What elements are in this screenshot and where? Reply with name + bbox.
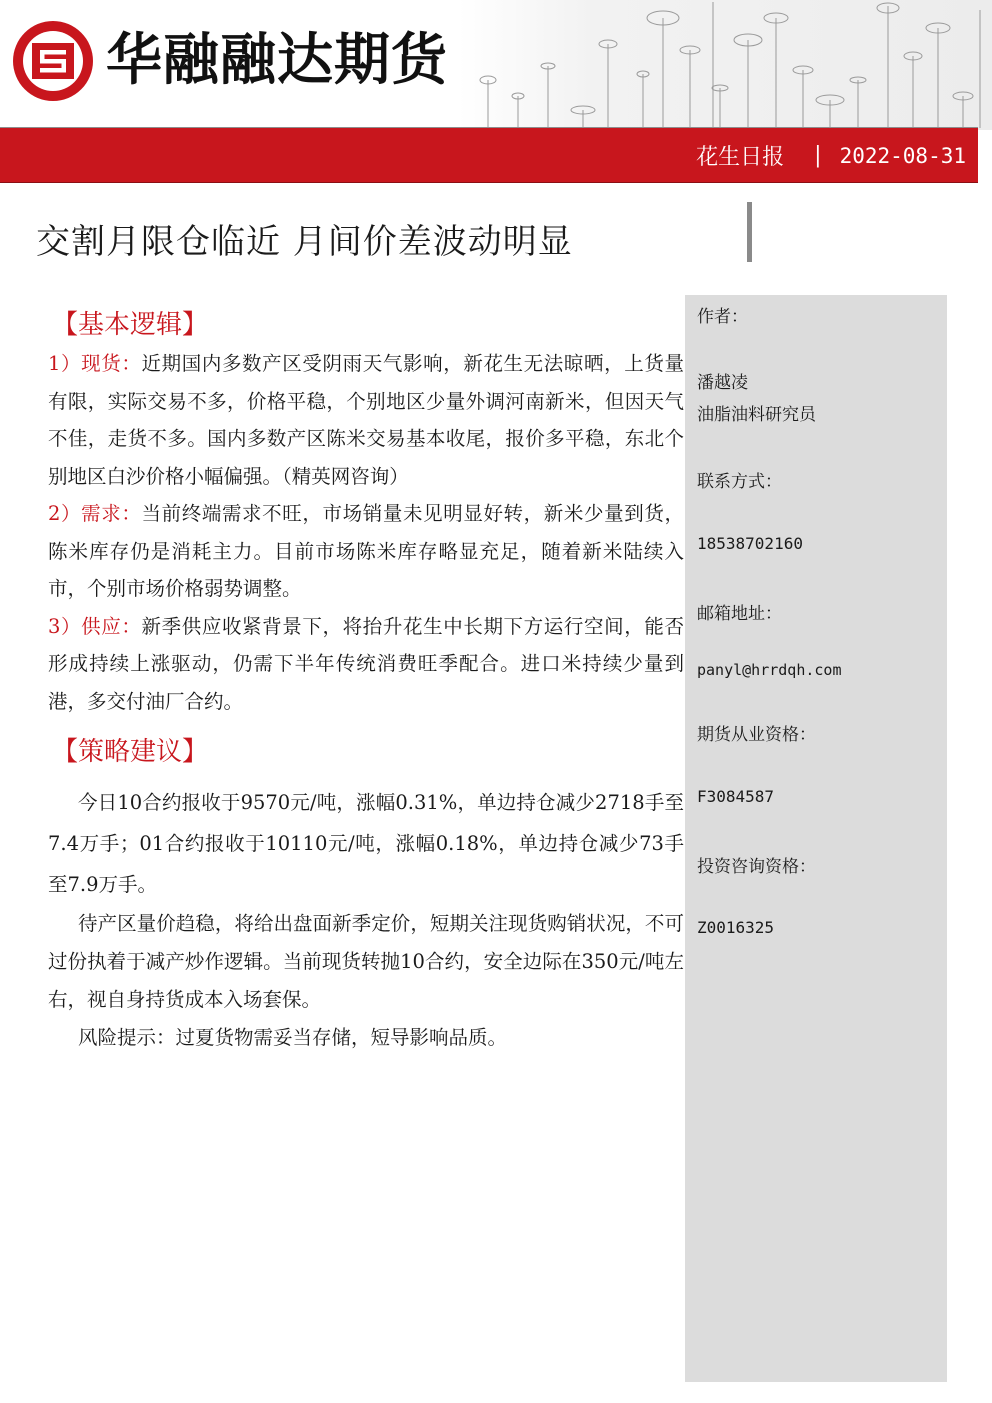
company-logo-icon [10, 18, 96, 104]
futures-cert-number: F3084587 [697, 787, 775, 806]
basic-logic-heading: 【基本逻辑】 [52, 310, 209, 340]
logic-item-text: 当前终端需求不旺，市场销量未见明显好转，新米少量到货，陈米库存仍是消耗主力。目前市场陈米库存略显充足，随着新米陆续入市，个别市场价格弱势调整。 [48, 502, 684, 600]
futures-cert-label: 期货从业资格： [697, 725, 816, 745]
report-type: 花生日报 [696, 145, 785, 170]
strategy-body [48, 782, 684, 1057]
logic-item-text: 新季供应收紧背景下，将抬升花生中长期下方运行空间，能否形成持续上涨驱动，仍需下半年传统消费旺季配合。进口米持续少量到港，多交付油厂合约。 [48, 614, 684, 713]
author-label: 作者： [697, 307, 748, 327]
company-name: 华融融达期货 [106, 28, 448, 93]
header-decoration [458, 0, 992, 130]
logic-item-supply [48, 608, 684, 721]
logic-item-text: 近期国内多数产区受阴雨天气影响，新花生无法晾晒，上货量有限，实际交易不多，价格平稳，个别地区少量外调河南新米，但因天气不佳，走货不多。国内多数产区陈米交易基本收尾，报价多平稳，东北个别地区白沙价格小幅偏强。（精英网咨询） [48, 352, 684, 488]
logic-item-lead: 1）现货： [48, 352, 142, 375]
basic-logic-body [48, 345, 684, 720]
invest-cert-number: Z0016325 [697, 918, 775, 937]
contact-phone: 18538702160 [697, 534, 803, 553]
report-separator: | [814, 143, 822, 168]
email-label: 邮箱地址： [697, 604, 782, 624]
page-title: 交割月限仓临近 月间价差波动明显 [36, 222, 573, 262]
strategy-heading: 【策略建议】 [52, 737, 209, 767]
logic-item-spot [48, 345, 684, 495]
author-name: 潘越凌 [697, 373, 748, 393]
report-info [696, 140, 966, 171]
risk-warning: 风险提示：过夏货物需妥当存储，短导影响品质。 [78, 1026, 508, 1049]
company-logo [10, 18, 448, 104]
page-header [0, 0, 992, 130]
author-title: 油脂油料研究员 [697, 405, 816, 425]
author-sidebar [685, 295, 947, 1382]
logic-item-lead: 3）供应： [48, 614, 142, 638]
title-marker [747, 202, 752, 262]
report-date: 2022-08-31 [839, 143, 966, 168]
contact-email[interactable]: panyl@hrrdqh.com [697, 661, 842, 679]
strategy-paragraph: 今日10合约报收于9570元/吨，涨幅0.31%，单边持仓减少2718手至7.4万手；01合约报收于10110元/吨，涨幅0.18%，单边持仓减少73手至7.9万手。 [48, 791, 684, 896]
invest-cert-label: 投资咨询资格： [697, 857, 816, 877]
logic-item-lead: 2）需求： [48, 502, 142, 525]
strategy-paragraph: 待产区量价趋稳，将给出盘面新季定价，短期关注现货购销状况，不可过份执着于减产炒作逻辑。当前现货转抛10合约，安全边际在350元/吨左右，视自身持货成本入场套保。 [48, 912, 684, 1011]
logic-item-demand [48, 495, 684, 608]
contact-label: 联系方式： [697, 472, 782, 492]
